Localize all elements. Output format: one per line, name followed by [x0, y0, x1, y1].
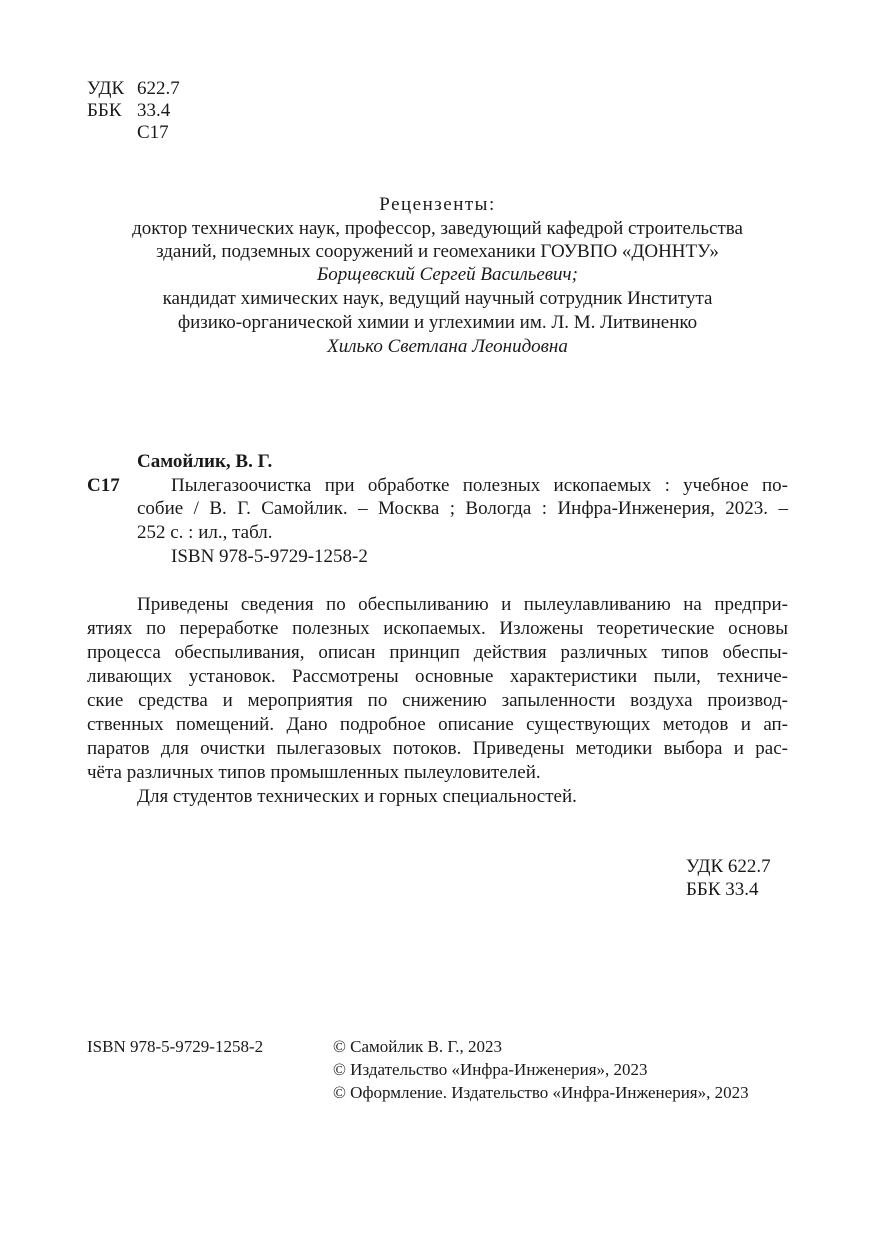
abstract-audience: Для студентов технических и горных специальностей.: [137, 786, 577, 807]
reviewer-line: зданий, подземных сооружений и геомеханики ГОУВПО «ДОННТУ»: [156, 241, 719, 262]
abstract-line: ятиях по переработке полезных ископаемых. Изложены теоретические основы: [87, 618, 788, 639]
catalog-line: 252 с. : ил., табл.: [137, 522, 273, 543]
bbk-label: ББК: [87, 100, 122, 121]
abstract-line: ственных помещений. Дано подробное описание существующих методов и ап-: [87, 714, 788, 735]
catalog-line: Пылегазоочистка при обработке полезных ископаемых : учебное по-: [171, 475, 788, 496]
abstract-line: ские средства и мероприятия по снижению запыленности воздуха производ-: [87, 690, 788, 711]
copyright-isbn: ISBN 978-5-9729-1258-2: [87, 1037, 264, 1056]
bbk-code: 33.4: [137, 100, 171, 121]
abstract-line: чёта различных типов промышленных пылеуловителей.: [87, 762, 541, 783]
abstract-line: ливающих установок. Рассмотрены основные характеристики пыли, техниче-: [87, 666, 788, 687]
catalog-mark: С17: [87, 475, 120, 496]
udk-code: 622.7: [137, 78, 180, 99]
abstract-line: процесса обеспыливания, описан принцип действия различных типов обеспы-: [87, 642, 788, 663]
copyright-line: © Издательство «Инфра-Инженерия», 2023: [333, 1060, 648, 1079]
udk-label: УДК: [87, 78, 125, 99]
catalog-author: Самойлик, В. Г.: [137, 451, 273, 472]
catalog-line: собие / В. Г. Самойлик. – Москва ; Вологда : Инфра-Инженерия, 2023. –: [137, 498, 788, 519]
reviewers-title: Рецензенты:: [379, 194, 496, 215]
author-mark: С17: [137, 122, 169, 143]
footer-udk: УДК 622.7: [686, 856, 771, 877]
catalog-isbn: ISBN 978-5-9729-1258-2: [171, 546, 368, 567]
copyright-line: © Самойлик В. Г., 2023: [333, 1037, 502, 1056]
reviewer-name: Борщевский Сергей Васильевич;: [317, 264, 578, 285]
reviewer-line: физико-органической химии и углехимии им. Л. М. Литвиненко: [177, 312, 698, 333]
abstract-line: Приведены сведения по обеспыливанию и пылеулавливанию на предпри-: [137, 594, 788, 615]
reviewer-line: кандидат химических наук, ведущий научный сотрудник Института: [162, 288, 713, 309]
abstract-line: паратов для очистки пылегазовых потоков. Приведены методики выбора и рас-: [87, 738, 788, 759]
copyright-line: © Оформление. Издательство «Инфра-Инженерия», 2023: [333, 1083, 749, 1102]
reviewer-line: доктор технических наук, профессор, заведующий кафедрой строительства: [132, 218, 743, 239]
footer-bbk: ББК 33.4: [686, 879, 759, 900]
reviewer-name: Хилько Светлана Леонидовна: [327, 336, 568, 357]
